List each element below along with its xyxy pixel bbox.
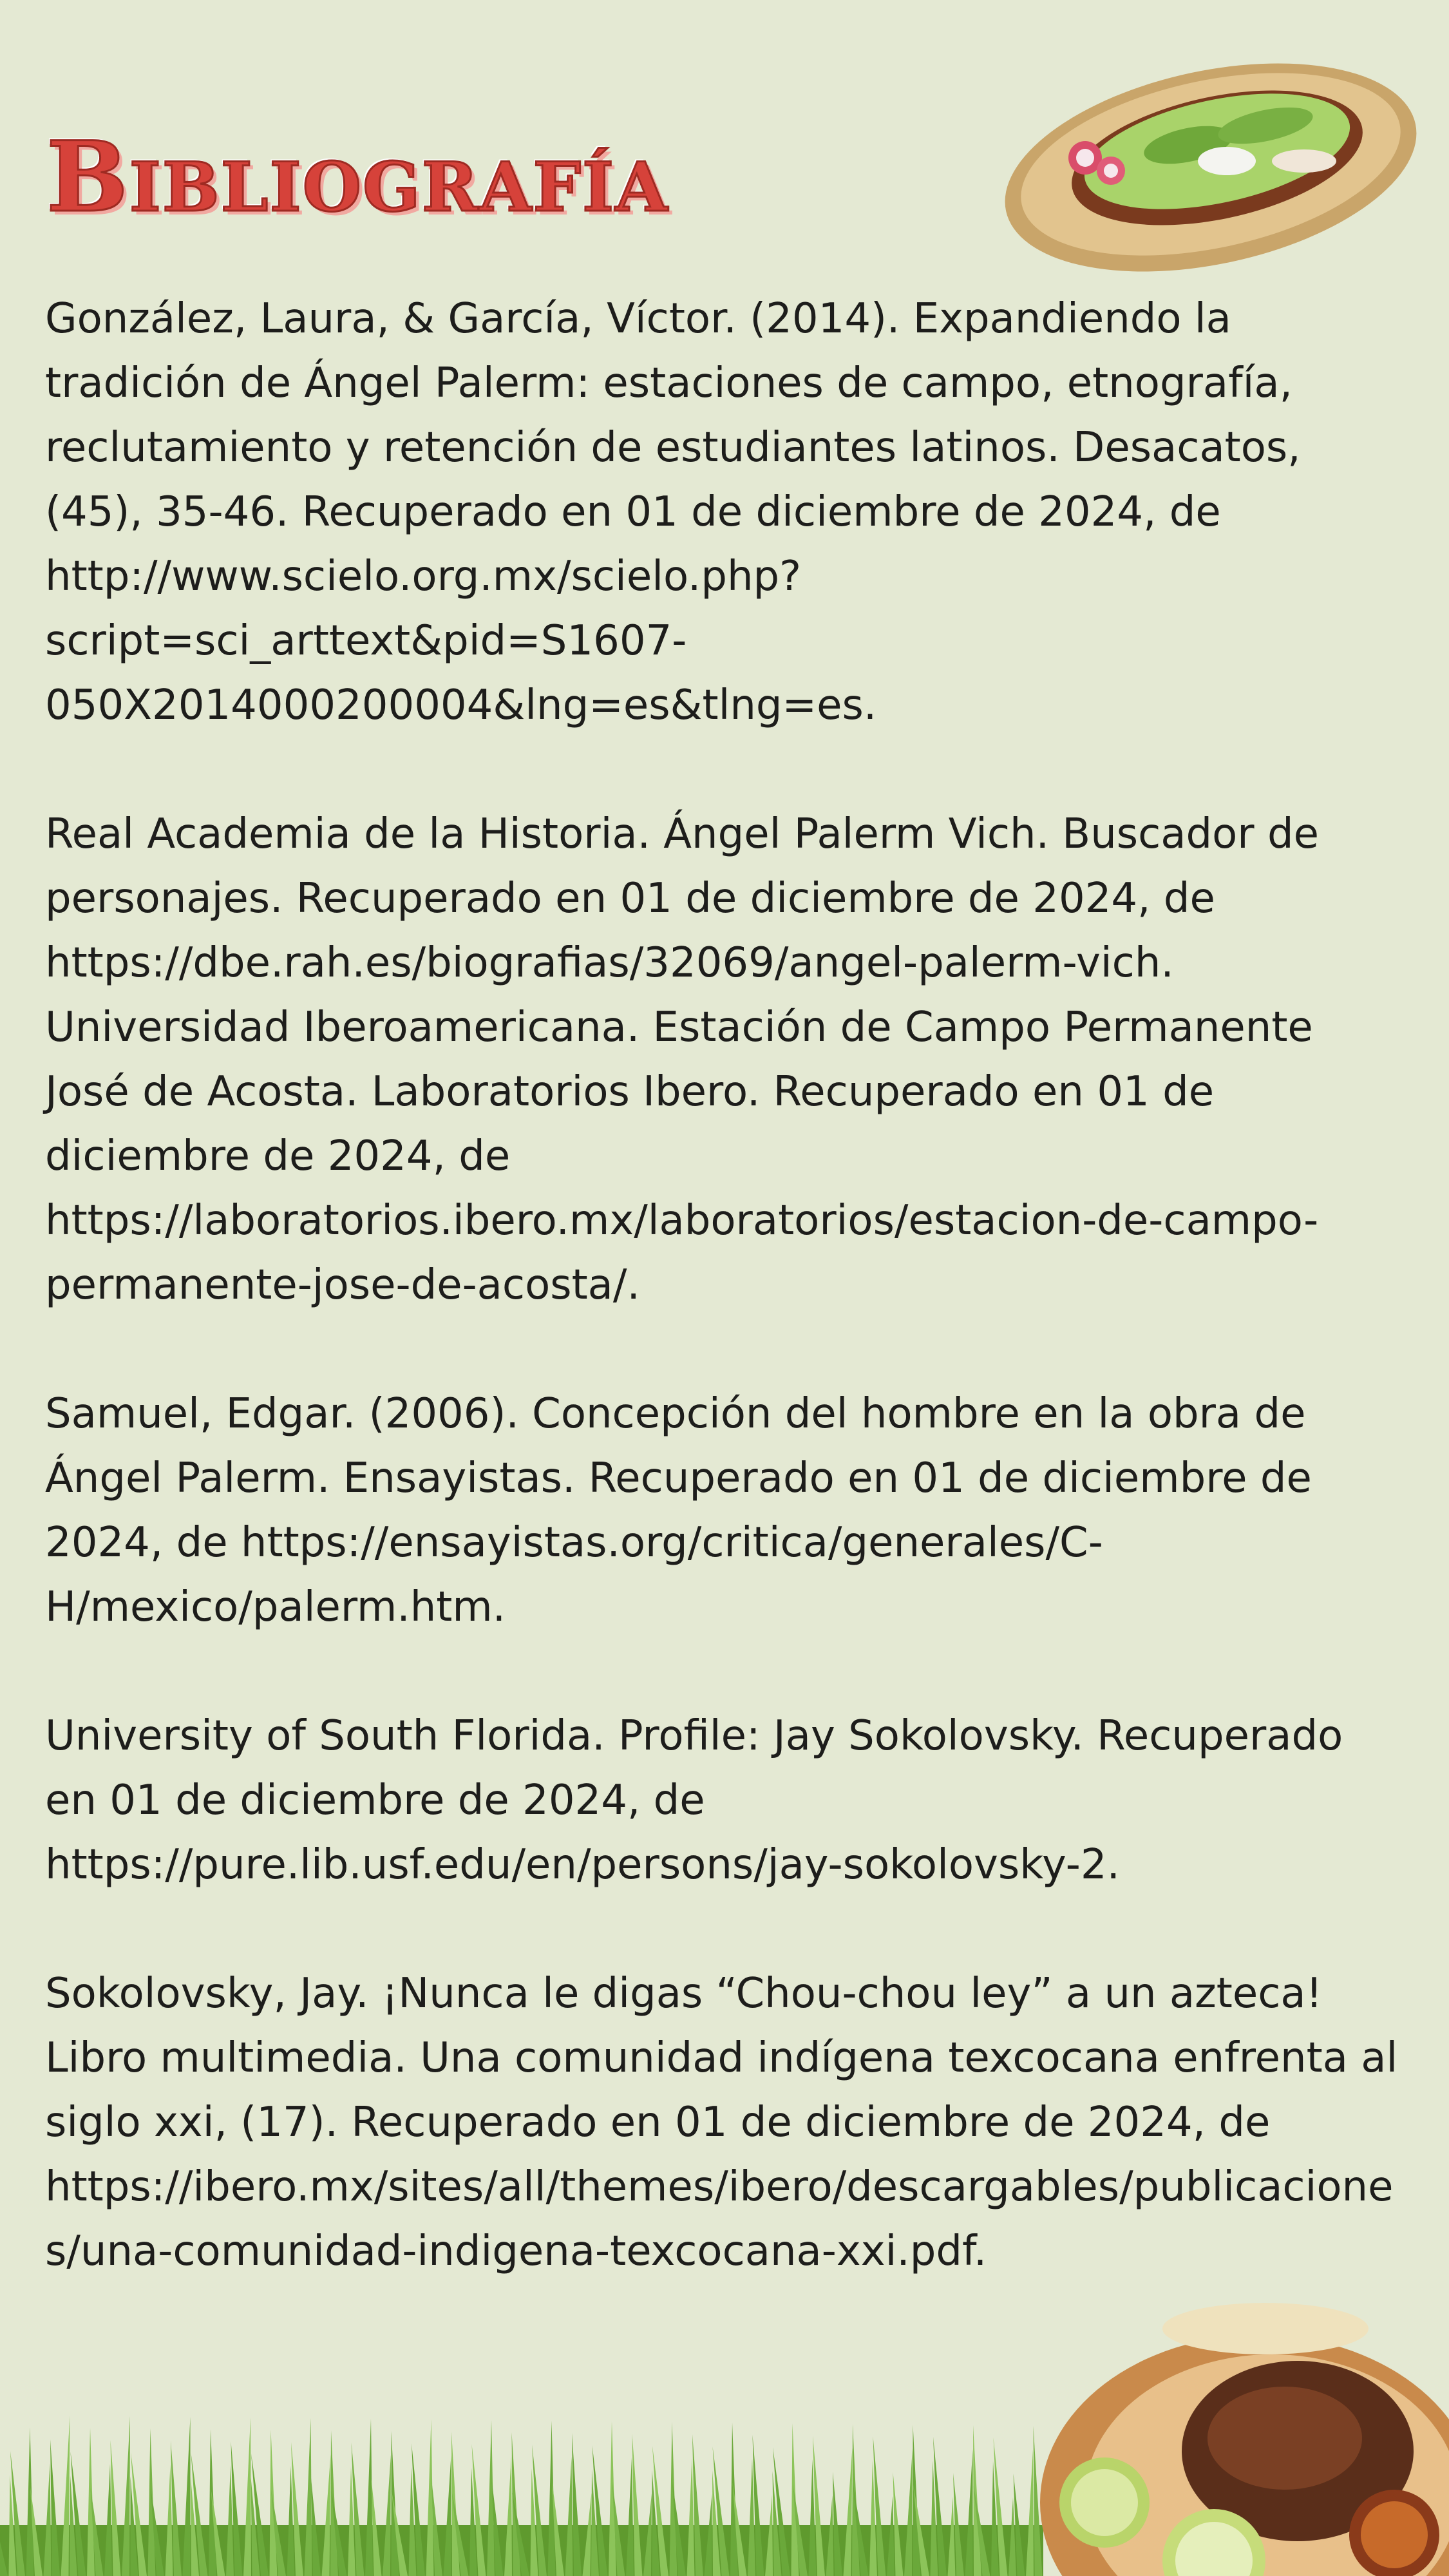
barbacoa-dish-image	[1027, 2290, 1449, 2576]
huarache-plate-image	[995, 39, 1423, 277]
bibliography-entry: University of South Florida. Profile: Jay Sokolovsky. Recuperado en 01 de diciembre de 2024, de https://pure.lib.usf.edu/en/persons/jay-sokolovsky-2.	[45, 1712, 1343, 1889]
bibliography-entry: González, Laura, & García, Víctor. (2014). Expandiendo la tradición de Ángel Palerm: estaciones de campo, etnografía, reclutamiento y retención de estudiantes latinos. Desacatos, (45), 35-46. Recuperado en 01 de diciembre de 2024, de http://www.scielo.org.mx/scielo.php?script=sci_arttext&pid=S1607-050X2014000200004&lng=es&tlng=es.	[45, 295, 1301, 729]
bibliography-entry: Samuel, Edgar. (2006). Concepción del hombre en la obra de Ángel Palerm. Ensayistas. Recuperado en 01 de diciembre de 2024, de https://ensayistas.org/critica/generales/C-H/mexico/palerm.htm.	[45, 1390, 1312, 1631]
bibliography-entry: Sokolovsky, Jay. ¡Nunca le digas “Chou-chou ley” a un azteca! Libro multimedia. Una comunidad indígena texcocana enfrenta al siglo xxi, (17). Recuperado en 01 de diciembre de 2024, de https://ibero.mx/sites/all/themes/ibero/descargables/publicaciones/una-comunidad-indigena-texcocana-xxi.pdf.	[45, 1970, 1398, 2275]
page-title: Bibliografía	[46, 120, 669, 234]
bibliography-entry: Real Academia de la Historia. Ángel Palerm Vich. Buscador de personajes. Recuperado en 01 de diciembre de 2024, de https://dbe.rah.es/biografias/32069/angel-palerm-vich. Universidad Iberoamericana. Estación de Campo Permanente José de Acosta. Laboratorios Ibero. Recuperado en 01 de diciembre de 2024, de https://laboratorios.ibero.mx/laboratorios/estacion-de-campo-permanente-jose-de-acosta/.	[45, 810, 1319, 1309]
grass-image	[0, 2409, 1043, 2576]
bibliography-list	[45, 287, 1407, 2284]
